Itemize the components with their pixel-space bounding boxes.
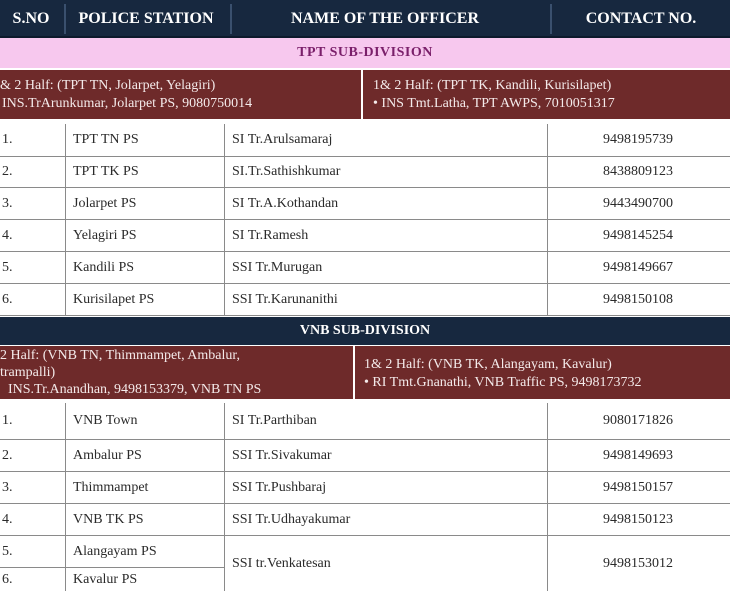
row-number: 4.	[2, 511, 13, 527]
merged-row-group	[0, 536, 730, 591]
contact-number: 9080171826	[603, 413, 673, 428]
row-number: 6.	[2, 571, 13, 587]
vnb-inspector-right	[355, 346, 730, 399]
table-row	[0, 188, 730, 220]
table-row	[0, 403, 730, 440]
vnb-right-line2: • RI Tmt.Gnanathi, VNB Traffic PS, 9498173732	[364, 375, 642, 390]
tpt-right-line1: 1& 2 Half: (TPT TK, Kandili, Kurisilapet)	[373, 78, 612, 93]
contact-number: 9498150108	[603, 291, 673, 307]
contact-number: 9498150123	[603, 511, 673, 527]
table-row	[0, 124, 730, 157]
police-station: TPT TK PS	[73, 164, 139, 179]
officer-name: SSI tr.Venkatesan	[232, 555, 331, 571]
header-contact: CONTACT NO.	[585, 10, 697, 27]
table-row	[0, 252, 730, 284]
contact-number: 9498149693	[603, 447, 673, 463]
police-station: Kurisilapet PS	[73, 291, 155, 307]
officer-name: SI Tr.Parthiban	[232, 413, 317, 428]
table-row	[0, 440, 730, 472]
officer-name: SI Tr.Arulsamaraj	[232, 132, 333, 147]
tpt-left-line2: INS.TrArunkumar, Jolarpet PS, 9080750014	[2, 96, 253, 111]
police-station: Yelagiri PS	[73, 227, 137, 243]
officer-name: SI.Tr.Sathishkumar	[232, 164, 341, 179]
vnb-inspector-left	[0, 346, 353, 399]
police-station: Thimmampet	[73, 479, 149, 495]
officer-name: SSI Tr.Udhayakumar	[232, 511, 351, 527]
vnb-left-line3: INS.Tr.Anandhan, 9498153379, VNB TN PS	[8, 382, 262, 397]
police-station: VNB TK PS	[73, 511, 144, 527]
contact-number: 9498145254	[603, 227, 673, 243]
police-station: VNB Town	[73, 413, 138, 428]
row-number: 1.	[2, 132, 13, 147]
police-station: Kandili PS	[73, 259, 135, 275]
table-row	[0, 472, 730, 504]
table-row	[0, 220, 730, 252]
row-number: 1.	[2, 413, 13, 428]
row-number: 4.	[2, 227, 13, 243]
contact-number: 9498150157	[603, 479, 673, 495]
tpt-inspector-right	[363, 70, 730, 119]
header-sno: S.NO	[12, 10, 50, 27]
contact-number: 9498153012	[603, 555, 673, 571]
row-number: 2.	[2, 447, 13, 463]
tpt-right-line2: • INS Tmt.Latha, TPT AWPS, 7010051317	[373, 96, 615, 111]
contact-number: 9443490700	[603, 195, 673, 211]
contact-number: 8438809123	[603, 164, 673, 179]
officer-name: SSI Tr.Sivakumar	[232, 447, 332, 463]
officer-name: SSI Tr.Murugan	[232, 259, 323, 275]
row-number: 5.	[2, 259, 13, 275]
table-row	[0, 504, 730, 536]
officer-name: SSI Tr.Karunanithi	[232, 291, 338, 307]
vnb-right-line1: 1& 2 Half: (VNB TK, Alangayam, Kavalur)	[364, 357, 612, 372]
tpt-subdivision-title: TPT SUB-DIVISION	[0, 38, 730, 68]
row-number: 3.	[2, 195, 13, 211]
officer-name: SI Tr.Ramesh	[232, 227, 309, 243]
contact-number: 9498149667	[603, 259, 673, 275]
header-station: POLICE STATION	[78, 10, 214, 27]
officer-name: SI Tr.A.Kothandan	[232, 195, 339, 211]
table-row	[0, 157, 730, 188]
tpt-inspector-left	[0, 70, 361, 119]
police-station: Kavalur PS	[73, 571, 138, 587]
row-number: 5.	[2, 543, 13, 559]
tpt-left-line1: & 2 Half: (TPT TN, Jolarpet, Yelagiri)	[0, 78, 216, 93]
officer-name: SSI Tr.Pushbaraj	[232, 479, 327, 495]
police-station: TPT TN PS	[73, 132, 139, 147]
header-officer: NAME OF THE OFFICER	[290, 10, 479, 27]
vnb-left-line2: trampalli)	[0, 365, 56, 380]
row-number: 6.	[2, 291, 13, 307]
row-number: 2.	[2, 164, 13, 179]
police-station: Jolarpet PS	[73, 195, 137, 211]
table-row	[0, 284, 730, 316]
police-station: Ambalur PS	[73, 447, 142, 463]
police-station: Alangayam PS	[73, 543, 157, 559]
vnb-subdivision-title: VNB SUB-DIVISION	[0, 317, 730, 345]
row-number: 3.	[2, 479, 13, 495]
contact-number: 9498195739	[603, 132, 673, 147]
vnb-left-line1: 2 Half: (VNB TN, Thimmampet, Ambalur,	[0, 348, 241, 363]
table-header	[0, 0, 730, 38]
